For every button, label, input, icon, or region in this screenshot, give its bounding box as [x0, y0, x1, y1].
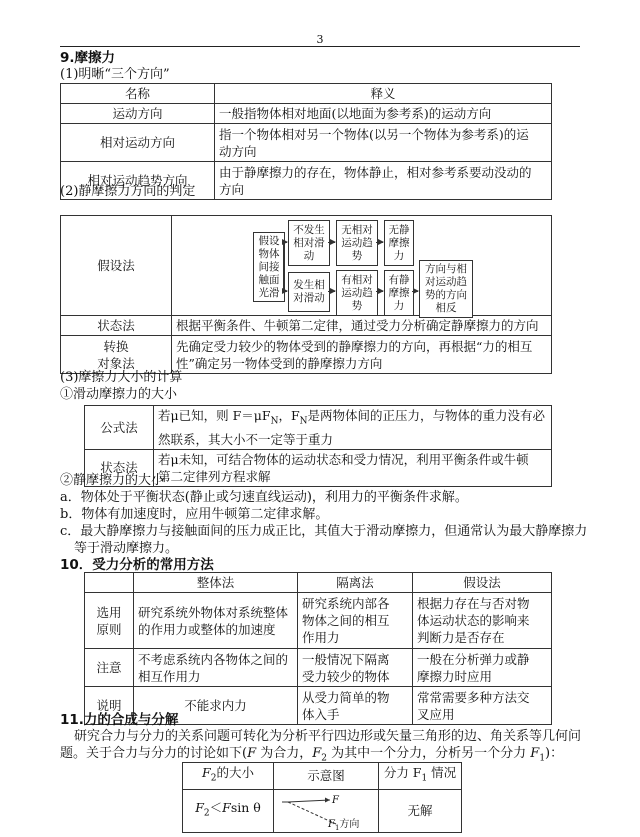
item-a: a．物体处于平衡状态(静止或匀速直线运动)，利用力的平衡条件求解。 [60, 490, 468, 505]
s9-p3b: ②静摩擦力的大小 [60, 473, 165, 488]
flow-no-tendency-box: 无相对 运动趋 势 [336, 220, 378, 266]
flow-has-friction-box: 有静 摩擦 力 [384, 270, 414, 316]
t4-r2-c1: 不考虑系统内各物体之间的 相互作用力 [134, 649, 298, 687]
t5-r1-result: 无解 [379, 789, 462, 832]
t4-r1-c1: 研究系统外物体对系统整体 的作用力或整体的加速度 [134, 593, 298, 649]
fig-label-f1: $F_1$方向 [328, 818, 360, 832]
flow-arrow-b1 [328, 291, 335, 292]
flow-arrow-a1 [328, 242, 335, 243]
flow-arrow-b2 [376, 291, 383, 292]
s9-p3: (3)摩擦力大小的计算 [60, 370, 183, 385]
t4-r1-c2: 研究系统内部各 物体之间的相互 作用力 [298, 593, 413, 649]
t2-r1-label: 假设法 [61, 216, 172, 316]
section-9-title: 9.摩擦力 [60, 50, 116, 66]
t4-r3-c2: 从受力简单的物 体入手 [298, 687, 413, 725]
t5-header-diagram: 示意图 [274, 763, 379, 790]
s9-p2: (2)静摩擦力方向的判定 [60, 184, 196, 199]
flow-has-tendency-box: 有相对 运动趋 势 [336, 270, 378, 316]
s11-p2: 题。关于合力与分力的讨论如下(F 为合力，$F_2$ 为其中一个分力，分析另一个分力 $F_1$)： [60, 746, 564, 764]
t3-r2-text: 若μ未知，可结合物体的运动状态和受力情况，利用平衡条件或牛顿 第二定律列方程求解 [154, 449, 552, 486]
flow-start-box: 假设 物体 间接 触面 光滑 [253, 232, 285, 302]
t4-r2-c3: 一般在分析弹力或静 摩擦力时应用 [413, 649, 552, 687]
t4-header-isolate: 隔离法 [298, 573, 413, 593]
t4-r1-label: 选用 原则 [85, 593, 134, 649]
t5-header-f1: 分力 $F_1$ 情况 [379, 763, 462, 790]
t2-r2-label: 状态法 [61, 316, 172, 336]
t4-r2-c2: 一般情况下隔离 受力较少的物体 [298, 649, 413, 687]
t5-header-f2: $F_2$的大小 [183, 763, 274, 790]
t4-r3-c1: 不能求内力 [134, 687, 298, 725]
page-number: 3 [316, 33, 324, 46]
t5-r1-cond: $F_2<Fsin$ θ [183, 789, 274, 832]
flow-no-friction-box: 无静 摩擦 力 [384, 220, 414, 266]
t2-r3-text: 先确定受力较少的物体受到的静摩擦力的方向，再根据“力的相互 性”确定另一物体受到的静摩擦力方向 [172, 336, 552, 374]
t1-row1-meaning: 一般指物体相对地面(以地面为参考系)的运动方向 [215, 104, 552, 124]
t2-r2-text: 根据平衡条件、牛顿第二定律，通过受力分析确定静摩擦力的方向 [172, 316, 552, 336]
t4-r1-c3: 根据力存在与否对物 体运动状态的影响来 判断力是否存在 [413, 593, 552, 649]
t4-r2-label: 注意 [85, 649, 134, 687]
flow-arrow-a0 [283, 242, 287, 243]
section-11-title: 11.力的合成与分解 [60, 712, 179, 728]
header-rule [60, 46, 580, 47]
force-decomposition-table [182, 762, 462, 833]
t1-row1-name: 运动方向 [61, 104, 215, 124]
t4-corner [85, 573, 134, 593]
flow-arrow-a2 [376, 242, 383, 243]
t4-r3-c3: 常常需要多种方法交 叉应用 [413, 687, 552, 725]
t2-r3-label: 转换 对象法 [61, 336, 172, 374]
flow-direction-box: 方向与相 对运动趋 势的方向 相反 [419, 260, 473, 318]
flow-arrow-b3 [412, 291, 418, 292]
t3-r1-label: 公式法 [85, 406, 154, 450]
t1-row3-meaning: 由于静摩擦力的存在，物体静止，相对参考系要动没动的 方向 [215, 162, 552, 200]
flow-sliding-box: 发生相 对滑动 [288, 272, 330, 312]
t1-header-meaning: 释义 [215, 84, 552, 104]
flow-arrow-b0 [283, 291, 287, 292]
flow-branch-line [283, 242, 284, 292]
t3-r1-text: 若μ已知，则 $F=\mu F_N$，$F_N$是两物体间的正压力，与物体的重力没有必 然联系，其大小不一定等于重力 [154, 406, 552, 450]
section-10-title: 10．受力分析的常用方法 [60, 557, 214, 573]
t3-r2-label: 状态法 [85, 449, 154, 486]
t1-header-name: 名称 [61, 84, 215, 104]
t1-row3-name: 相对运动趋势方向 [61, 162, 215, 200]
t5-r1-diagram [274, 789, 379, 832]
item-c-cont: 等于滑动摩擦力。 [74, 541, 179, 556]
force-analysis-methods-table [84, 572, 552, 725]
fig-label-f: F [332, 794, 339, 806]
t1-row2-name: 相对运动方向 [61, 124, 215, 162]
item-c: c．最大静摩擦力与接触面间的压力成正比，其值大于滑动摩擦力，但通常认为最大静摩擦力 [60, 524, 588, 539]
s9-p1: (1)明晰“三个方向” [60, 67, 170, 82]
s11-p1: 研究合力与分力的关系问题可转化为分析平行四边形或矢量三角形的边、角关系等几何问 [74, 729, 582, 744]
flow-no-sliding-box: 不发生 相对滑 动 [288, 220, 330, 266]
s9-p3a: ①滑动摩擦力的大小 [60, 387, 178, 402]
t4-header-assume: 假设法 [413, 573, 552, 593]
item-b: b．物体有加速度时，应用牛顿第二定律求解。 [60, 507, 329, 522]
t4-r3-label: 说明 [85, 687, 134, 725]
t1-row2-meaning: 指一个物体相对另一个物体(以另一个物体为参考系)的运 动方向 [215, 124, 552, 162]
t4-header-whole: 整体法 [134, 573, 298, 593]
